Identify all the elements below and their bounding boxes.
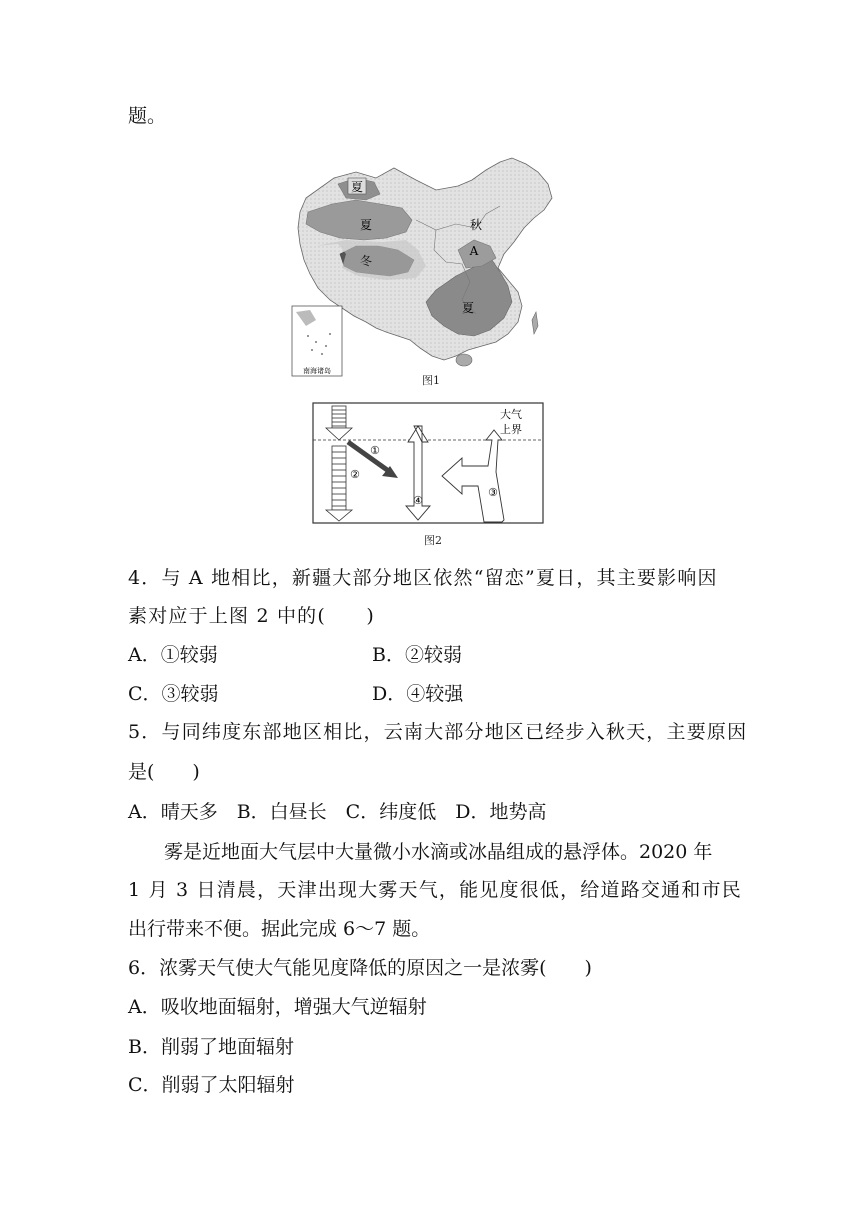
q6-stem: 6．浓雾天气使大气能见度降低的原因之一是浓雾( ) [128,957,592,979]
figure1-map [286,150,556,380]
figure2-caption: 图2 [424,534,442,547]
figure1-caption: 图1 [422,374,440,387]
q6-option-a: A．吸收地面辐射，增强大气逆辐射 [128,996,427,1018]
continuation-text: 题。 [128,105,167,127]
passage-line1: 雾是近地面大气层中大量微小水滴或冰晶组成的悬浮体。2020 年 [164,841,713,863]
passage-line2: 1 月 3 日清晨，天津出现大雾天气，能见度很低，给道路交通和市民 [128,879,742,901]
label-2: ② [350,468,360,481]
boundary-label-2: 上界 [500,423,522,436]
q6-option-c: C．削弱了太阳辐射 [128,1074,295,1096]
inset-label: 南海诸岛 [303,367,331,375]
label-xia-north: 夏 [350,180,364,194]
q5-stem-line2: 是( ) [128,761,200,783]
q4-stem-line1: 4．与 A 地相比，新疆大部分地区依然“留恋”夏日，其主要影响因 [128,567,718,589]
q4-stem-line2: 素对应于上图 2 中的( ) [128,605,375,627]
q4-option-d: D．④较强 [372,683,464,705]
label-dong: 冬 [359,254,373,268]
q4-option-b: B．②较弱 [372,644,462,666]
q4-option-c: C．③较弱 [128,683,219,705]
label-qiu: 秋 [469,218,483,232]
figure2-diagram [312,402,546,526]
label-4: ④ [413,494,423,507]
q4-option-a: A．①较弱 [128,644,218,666]
label-1: ① [370,444,380,457]
q5-stem-line1: 5．与同纬度东部地区相比，云南大部分地区已经步入秋天，主要原因 [128,721,748,743]
diagram-frame [313,403,543,523]
label-xia-south: 夏 [461,301,475,315]
label-3: ③ [488,486,498,499]
label-A: A [469,244,479,258]
label-xia-west: 夏 [359,218,373,232]
q6-option-b: B．削弱了地面辐射 [128,1036,294,1058]
passage-line3: 出行带来不便。据此完成 6～7 题。 [128,918,431,940]
boundary-label-1: 大气 [500,408,522,421]
q5-options: A．晴天多 B．白昼长 C．纬度低 D．地势高 [128,801,547,823]
